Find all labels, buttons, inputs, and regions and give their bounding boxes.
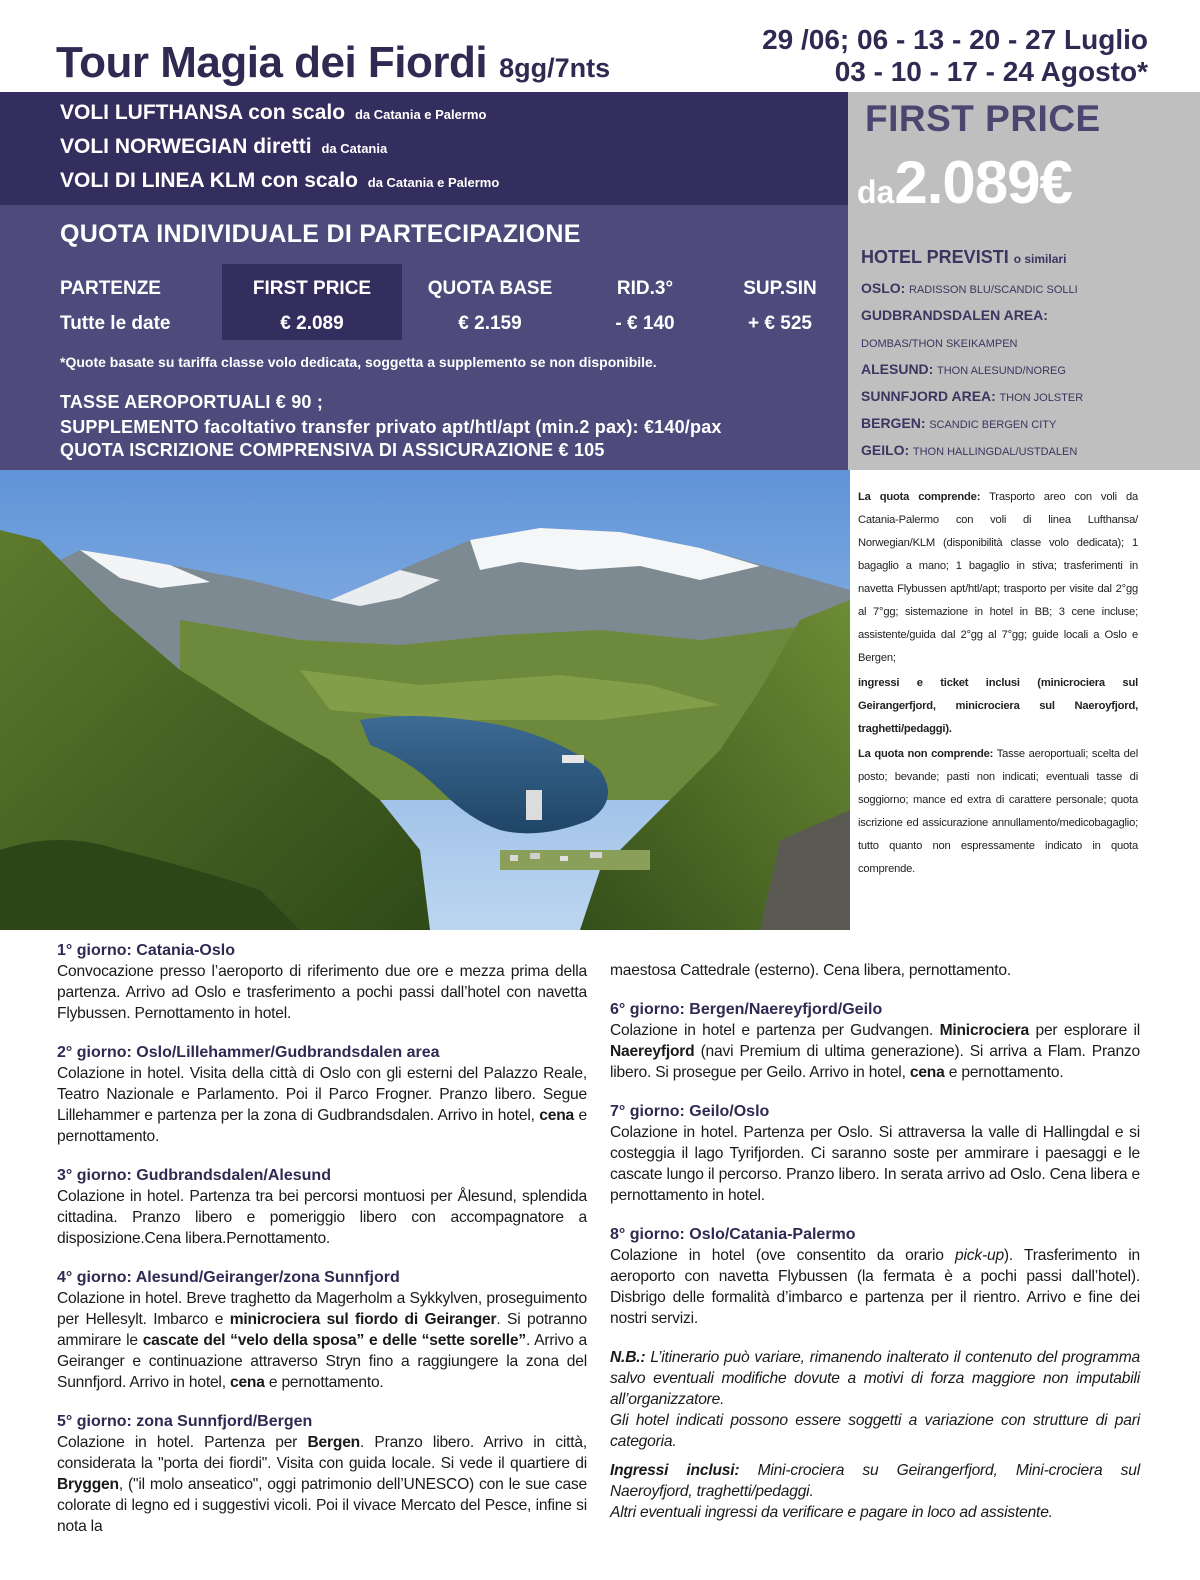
text-italic: pick-up [955,1247,1004,1264]
table-cell-partenze: Tutte le date [60,313,171,334]
hotel-city: SUNNFJORD AREA: [861,388,996,404]
pricing-panel [0,92,848,470]
hotels-heading: HOTEL PREVISTI [861,247,1009,267]
registration-fee: QUOTA ISCRIZIONE COMPRENSIVA DI ASSICURAZIONE € 105 [60,440,605,460]
flight-lufthansa [60,101,486,125]
header [0,0,1200,92]
hotel-city: BERGEN: [861,415,926,431]
table-cell-supsin: + € 525 [748,313,812,334]
hotel-sunnfjord [861,388,1083,404]
day-7 [610,1101,1140,1206]
first-price-label: FIRST PRICE [865,98,1101,139]
table-header-supsin: SUP.SIN [743,278,817,299]
hotel-name: SCANDIC BERGEN CITY [929,419,1057,431]
transfer-supplement: SUPPLEMENTO facoltativo transfer privato apt/htl/apt (min.2 pax): €140/pax [60,417,722,437]
fare-note: *Quote basate su tariffa classe volo dedicata, soggetta a supplemento se non disponibile. [60,354,657,370]
fjord-photo [0,470,850,930]
hotel-name: THON ALESUND/NOREG [936,365,1066,377]
text-bold: cena [539,1107,574,1124]
flight-main: VOLI LUFTHANSA con scalo [60,101,346,124]
dates-line-2: 03 - 10 - 17 - 24 Agosto* [834,56,1148,87]
notes-section [610,1347,1140,1523]
text-bold: cascate del “velo della sposa” e delle “sette sorelle” [142,1332,527,1349]
hotel-name: THON HALLINGDAL/USTDALEN [912,446,1078,458]
day-4 [57,1267,587,1393]
text-part: . Arrivo a Geiranger e continuazione attraverso Stryn fino a raggiungere la zona del Sunnfjord. Arrivo in hotel, [57,1332,587,1391]
quota-title: QUOTA INDIVIDUALE DI PARTECIPAZIONE [60,220,581,248]
hotels-note: o similari [1013,252,1067,266]
nb-other: Altri eventuali ingressi da verificare e pagare in loco ad assistente. [610,1504,1053,1521]
text-part: Colazione in hotel. Partenza per [57,1434,298,1451]
day-title: 4° giorno: Alesund/Geiranger/zona Sunnfjord [57,1269,400,1286]
hotel-name: THON JOLSTER [999,392,1084,404]
flight-klm [60,169,499,193]
hotel-city: ALESUND: [861,361,934,377]
nb-hotels: Gli hotel indicati possono essere soggetti a variazione con strutture di pari categoria. [610,1412,1140,1450]
day-text: maestosa Cattedrale (esterno). Cena libera, pernottamento. [610,962,1011,979]
hotel-bergen [861,415,1056,431]
day-8 [610,1224,1140,1329]
text-part: , ("il molo anseatico", oggi patrimonio dell’UNESCO) con le sue case colorate di legno ed i suggestivi vicoli. Poi il vivace Mercato del Pesce, infine si nota la [57,1476,587,1535]
day-title: 8° giorno: Oslo/Catania-Palermo [610,1226,856,1243]
text-bold: cena [909,1064,945,1081]
tour-duration: 8gg/7nts [499,53,611,83]
includes-paragraph [858,486,1138,670]
day-title: 2° giorno: Oslo/Lillehammer/Gudbrandsdalen area [57,1044,440,1061]
table-header-first-price: FIRST PRICE [252,278,372,299]
flight-norwegian [60,135,387,159]
table-cell-first-price: € 2.089 [280,313,344,334]
table-header-quota-base: QUOTA BASE [427,278,553,299]
fjord-landscape-illustration [0,470,850,930]
table-header-partenze: PARTENZE [60,278,161,299]
text-part: ). Trasferimento in aeroporto con navetta Flybussen (la fermata è a pochi passi dall’hotel). Disbrigo delle formalità d’imbarco e partenza per il rientro. Arrivo e fine dei nostri servizi. [610,1247,1140,1327]
price-value: 2.089€ [894,149,1072,216]
text-part: . Si potranno ammirare le [57,1311,587,1349]
nb-paragraph [610,1347,1140,1410]
first-price-amount [857,148,1072,217]
text-part: e pernottamento. [948,1064,1064,1081]
hotel-city: OSLO: [861,280,906,296]
day-title: 6° giorno: Bergen/Naereyfjord/Geilo [610,1001,883,1018]
hotel-dombas [861,335,1017,350]
day-text: Colazione in hotel. Partenza tra bei percorsi montuosi per Ålesund, splendida cittadina. Pranzo libero e pomeriggio libero con accompagnatore a disposizione.Cena libera.Pernottamento. [57,1188,587,1247]
day-5 [57,1411,587,1537]
hotel-alesund [861,361,1066,377]
nb-text: L’itinerario può variare, rimanendo inalterato il contenuto del programma salvo eventuali modifiche dovute a motivi di forza maggiore non imputabili all’organizzatore. [610,1349,1140,1408]
day-text [57,1063,587,1147]
text-part: per esplorare il [1035,1022,1140,1039]
day-text [57,1288,587,1393]
text-part: (navi Premium di ultima generazione). Si arriva a Flam. Pranzo libero. Si prosegue per Geilo. Arrivo in hotel, [610,1043,1140,1081]
flights-box [0,92,848,205]
text-part: Colazione in hotel. Visita della città di Oslo con gli esterni del Palazzo Reale, Teatro Nazionale e Parlamento. Poi il Parco Frogner. Pranzo libero. Segue Lillehammer e partenza per la zona di Gudbrandsdalen. Arrivo in hotel, [57,1065,587,1124]
text-bold: Bergen [307,1434,360,1451]
flight-main: VOLI DI LINEA KLM con scalo [60,169,358,192]
day-6 [610,999,1140,1083]
itinerary-left-column [57,940,587,1555]
includes-tickets: ingressi e ticket inclusi (minicrociera sul Geirangerfjord, minicrociera sul Naeroyfjord, traghetti/pedaggi). [858,677,1138,735]
day-2 [57,1042,587,1147]
table-header-rid3: RID.3° [616,278,674,299]
text-part: e pernottamento. [268,1374,384,1391]
flight-main: VOLI NORWEGIAN diretti [60,135,312,158]
text-bold: Naereyfjord [610,1043,695,1060]
hotel-city: GUDBRANDSDALEN AREA: [861,307,1048,323]
text-part: e pernottamento. [57,1107,587,1145]
tour-name: Tour Magia dei Fiordi [56,38,488,87]
text-part: . Pranzo libero. Arrivo in città, considerata la "porta dei fiordi". Visita con guida locale. Si vede il quartiere di [57,1434,588,1472]
excludes-label: La quota non comprende: [858,748,994,760]
day-3 [57,1165,587,1249]
includes-section [858,486,1138,881]
text-part: Colazione in hotel e partenza per Gudvangen. [610,1022,934,1039]
tour-title [56,38,610,88]
hotel-name: DOMBAS/THON SKEIKAMPEN [861,338,1018,350]
text-bold: minicrociera sul fiordo di Geiranger [229,1311,497,1328]
includes-text: Trasporto areo con voli da Catania-Palermo con voli di linea Lufthansa/ Norwegian/KLM (disponibilità classe volo dedicata); 1 bagaglio a mano; 1 bagaglio in stiva; trasferimenti in navetta Flybussen apt/htl/apt; trasporto per visite dal 2°gg al 7°gg; sistemazione in hotel in BB; 3 cene incluse; assistente/guida dal 2°gg al 7°gg; guide locali a Oslo e Bergen; [858,491,1138,664]
departure-dates [762,24,1148,88]
nb-ingressi [610,1460,1140,1502]
includes-label: La quota comprende: [858,491,981,503]
flight-detail: da Catania e Palermo [354,107,487,122]
day-text [610,1245,1140,1329]
text-bold: cena [229,1374,265,1391]
text-bold: Minicrociera [939,1022,1030,1039]
day-text: Colazione in hotel. Partenza per Oslo. Si attraversa la valle di Hallingdal e si costeggia il lago Tyrifjorden. Ci saranno soste per ammirare i paesaggi e le cascate lungo il percorso. Pranzo libero. In serata arrivo ad Oslo. Cena libera e pernottamento in hotel. [610,1124,1140,1204]
day-5-continued [610,960,1140,981]
table-cell-rid3: - € 140 [615,313,675,334]
day-title: 7° giorno: Geilo/Oslo [610,1103,770,1120]
flight-detail: da Catania [321,141,388,156]
price-prefix: da [857,174,895,210]
price-table [0,264,848,340]
hotels-title [861,247,1066,268]
ingressi-text: Mini-crociera su Geirangerfjord, Mini-crociera sul Naeroyfjord, traghetti/pedaggi. [610,1462,1140,1500]
hotel-name: RADISSON BLU/SCANDIC SOLLI [908,284,1078,296]
day-text [610,1020,1140,1083]
text-bold: Bryggen [57,1476,119,1493]
day-1 [57,940,587,1024]
hotel-oslo [861,280,1078,296]
day-text [57,1432,587,1537]
dates-line-1: 29 /06; 06 - 13 - 20 - 27 Luglio [762,24,1148,55]
hotel-city: GEILO: [861,442,910,458]
excludes-text: Tasse aeroportuali; scelta del posto; bevande; pasti non indicati; eventuali tasse di soggiorno; mance ed extra di carattere personale; quota iscrizione ed assicurazione annullamento/medicobagaglio; tutto quanto non espressamente indicato in quota comprende. [858,748,1138,875]
ingressi-label: Ingressi inclusi: [610,1462,740,1479]
flight-detail: da Catania e Palermo [367,175,500,190]
text-part: Colazione in hotel (ove consentito da orario [610,1247,944,1264]
day-title: 5° giorno: zona Sunnfjord/Bergen [57,1413,313,1430]
day-title: 3° giorno: Gudbrandsdalen/Alesund [57,1167,331,1184]
table-cell-quota-base: € 2.159 [458,313,522,334]
airport-taxes: TASSE AEROPORTUALI € 90 ; [60,392,324,412]
text-part: Colazione in hotel. Breve traghetto da Magerholm a Sykkylven, proseguimento per Hellesylt. Imbarco e [57,1290,587,1328]
day-text: Convocazione presso l’aeroporto di riferimento due ore e mezza prima della partenza. Arrivo ad Oslo e trasferimento a pochi passi dall’hotel con navetta Flybussen. Pernottamento in hotel. [57,963,587,1022]
nb-label: N.B.: [610,1349,646,1366]
hotel-gudbrandsdalen [861,307,1048,323]
day-title: 1° giorno: Catania-Oslo [57,942,235,959]
itinerary-right-column [610,960,1140,1523]
excludes-paragraph [858,743,1138,881]
first-price-column [848,92,1200,470]
hotel-geilo [861,442,1077,458]
